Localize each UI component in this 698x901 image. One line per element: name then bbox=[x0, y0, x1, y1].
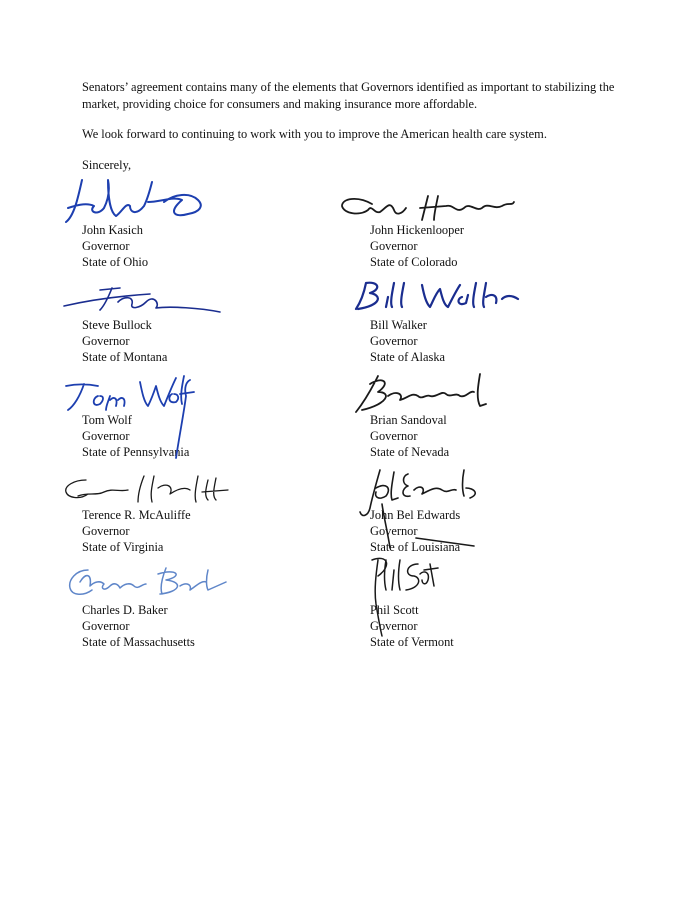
letter-closing: Sincerely, bbox=[82, 158, 132, 172]
signatory-state: State of Ohio bbox=[82, 255, 149, 269]
wolf-signature bbox=[62, 372, 197, 462]
letter-paragraph-1: Senators’ agreement contains many of the elements that Governors identified as important to stabilizing the market, providing choice for consumers and making insurance more affordable. bbox=[82, 80, 615, 111]
signatory-name: Charles D. Baker bbox=[82, 603, 168, 617]
signatory-title: Governor bbox=[370, 429, 418, 443]
signatory-title: Governor bbox=[370, 334, 418, 348]
walker-signature bbox=[352, 277, 522, 317]
signatory-name: John Kasich bbox=[82, 223, 143, 237]
signatory-state: State of Montana bbox=[82, 350, 168, 364]
kasich-signature bbox=[64, 172, 209, 234]
signature-block-baker bbox=[82, 602, 342, 692]
signatory-state: State of Colorado bbox=[370, 255, 458, 269]
mcauliffe-signature bbox=[58, 472, 233, 510]
letter-paragraph-2: We look forward to continuing to work with you to improve the American health care system. bbox=[82, 127, 547, 141]
sandoval-signature bbox=[352, 370, 497, 418]
signatory-title: Governor bbox=[370, 239, 418, 253]
signatory-name: Phil Scott bbox=[370, 603, 419, 617]
signatory-name: Terence R. McAuliffe bbox=[82, 508, 191, 522]
signatory-state: State of Alaska bbox=[370, 350, 446, 364]
signatory-title: Governor bbox=[82, 524, 130, 538]
baker-signature bbox=[66, 562, 231, 602]
signatory-title: Governor bbox=[82, 619, 130, 633]
signatory-title: Governor bbox=[370, 524, 418, 538]
signatory-state: State of Louisiana bbox=[370, 540, 461, 554]
signatory-title: Governor bbox=[370, 619, 418, 633]
signatory-state: State of Virginia bbox=[82, 540, 164, 554]
edwards-signature bbox=[356, 464, 486, 554]
signatory-name: John Bel Edwards bbox=[370, 508, 461, 522]
signatory-name: Bill Walker bbox=[370, 318, 427, 332]
signatory-state: State of Nevada bbox=[370, 445, 450, 459]
signatory-name: Tom Wolf bbox=[82, 413, 132, 427]
hickenlooper-signature bbox=[338, 190, 518, 230]
signatory-name: John Hickenlooper bbox=[370, 223, 464, 237]
signatory-title: Governor bbox=[82, 429, 130, 443]
signatory-state: State of Vermont bbox=[370, 635, 454, 649]
signatory-title: Governor bbox=[82, 239, 130, 253]
bullock-signature bbox=[60, 284, 225, 318]
signatory-name: Steve Bullock bbox=[82, 318, 152, 332]
signatory-title: Governor bbox=[82, 334, 130, 348]
scott-signature bbox=[364, 550, 439, 640]
signatory-name: Brian Sandoval bbox=[370, 413, 447, 427]
signatory-state: State of Massachusetts bbox=[82, 635, 195, 649]
signatory-state: State of Pennsylvania bbox=[82, 445, 190, 459]
